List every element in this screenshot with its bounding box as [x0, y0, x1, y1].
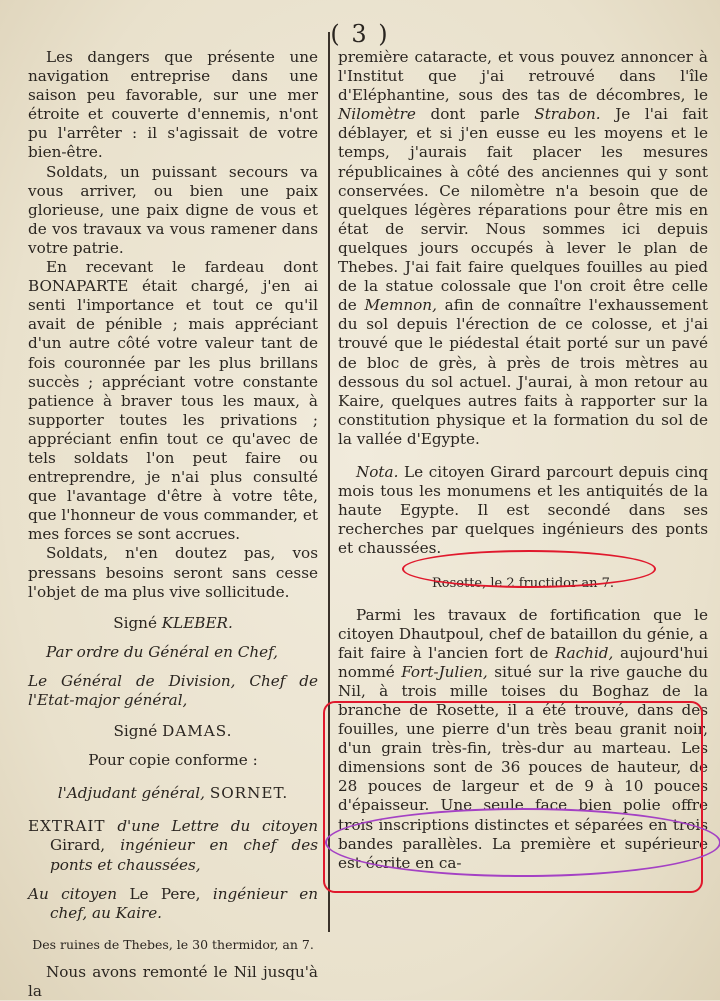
text-segment: Parmi les travaux de fortification que le citoyen Dhautpoul, chef de bataillon du génie, a fait faire à l'ancien fort de — [338, 605, 708, 662]
extract-title: ingénieur en chef des ponts et chaussées, — [50, 836, 318, 874]
dateline: Des ruines de Thebes, le 30 thermidor, an 7. — [32, 936, 314, 952]
right-column — [338, 48, 708, 873]
text-segment: première cataracte, et vous pouvez annoncer à l'Institut que j'ai retrouvé dans l'île d'Eléphantine, sous des tas de décombres, le — [338, 48, 708, 105]
text-segment: situé sur la rive gauche du Nil, à trois mille toises du Boghaz de la branche de Rosette, il a été trouvé, dans des fouilles, une pierre d'un très beau granit noir, d'un grain très-fin, très-dur au marteau. Les dimensions sont de 36 pouces de hauteur, de 28 pouces de largeur et de 9 à 10 pouces d'épaisseur. Une seule face bien polie offre trois inscriptions distinctes et séparées en trois bandes parallèles. La première et supérieure est écrite en ca- — [338, 662, 709, 872]
extract-name: Girard, — [50, 836, 106, 855]
division-line: Le Général de Division, Chef de l'Etat-major général, — [28, 671, 318, 709]
paragraph-fardeau: En recevant le fardeau dont BONAPARTE était chargé, j'en ai senti l'importance et tout ce qu'il avait de pénible ; mais appréciant d'un autre côté votre valeur tant de fois couronnée par les plus brillans succès ; appréciant votre constante patience à braver tous les maux, à supporter toutes les privations ; appréciant enfin tout ce qu'avec de tels soldats l'on peut faire ou entreprendre, je n'ai plus consulté que l'avantage d'être à votre tête, que l'honneur de vous commander, et mes forces se sont accrues. — [28, 258, 318, 544]
term-fort-julien: Fort-Julien, — [401, 662, 488, 681]
adjudant-line — [28, 784, 318, 803]
paragraph-dangers: Les dangers que présente une navigation entreprise dans une saison peu favorable, sur une mer étroite et couverte d'ennemis, n'ont pu l'arrêter : il s'agissait de votre bien-être. — [28, 48, 318, 162]
paragraph-doutez: Soldats, n'en doutez pas, vos pressans besoins seront sans cesse l'objet de ma plus vive sollicitude. — [28, 544, 318, 601]
term-strabon: Strabon. — [534, 105, 601, 124]
extract-text: d'une Lettre du citoyen — [117, 817, 318, 836]
column-divider — [328, 32, 330, 932]
adjudant-name: SORNET. — [209, 784, 289, 803]
signature-kleber — [28, 614, 318, 633]
text-segment: aujourd'hui nommé — [338, 643, 709, 681]
copy-line: Pour copie conforme : — [88, 751, 258, 770]
sig-prefix: Signé — [113, 722, 158, 741]
sig-name: KLEBER. — [161, 613, 233, 632]
recipient-heading — [28, 885, 318, 923]
signature-damas — [28, 722, 318, 741]
nota-paragraph — [338, 463, 708, 558]
left-column — [28, 48, 318, 1001]
recipient-label: Au citoyen — [28, 884, 118, 903]
text-segment: Je l'ai fait déblayer, et si j'en eusse eu les moyens et le temps, j'aurais fait placer les mesures républicaines à côté des anciennes qui y sont conservées. Ce nilomètre n'a besoin que de quelques légères réparations pour être mis en état de servir. Nous sommes ici depuis quelques jours occupés à lever le plan de Thebes. J'ai fait faire quelques fouilles au pied de la statue colossale que l'on croit être celle de — [338, 105, 709, 315]
paragraph-rosette-stone — [338, 606, 708, 873]
sig-prefix: Signé — [113, 613, 157, 632]
extract-label: EXTRAIT — [28, 817, 106, 836]
recipient-title: ingénieur en chef, au Kaire. — [50, 884, 318, 922]
letter-first-line: Nous avons remonté le Nil jusqu'à la — [28, 962, 318, 1000]
paragraph-soldats: Soldats, un puissant secours va vous arriver, ou bien une paix glorieuse, une paix digne de vous et de vos travaux va vous ramener dans votre patrie. — [28, 162, 318, 257]
page-number: ( 3 ) — [330, 20, 390, 48]
order-line: Par ordre du Général en Chef, — [46, 642, 278, 661]
sig-name: DAMAS. — [162, 722, 233, 741]
recipient-name: Le Pere, — [129, 884, 201, 903]
text-segment: dont parle — [430, 105, 520, 124]
term-memnon: Memnon, — [364, 296, 437, 315]
nota-text: Le citoyen Girard parcourt depuis cinq mois tous les monumens et les antiquités de la haute Egypte. Il est secondé dans ses recherches par quelques ingénieurs des ponts et chaussées. — [338, 462, 708, 558]
nota-label: Nota. — [356, 462, 399, 481]
extract-heading — [28, 817, 318, 874]
place-date-heading: Rosette, le 2 fructidor an 7. — [432, 576, 614, 592]
text-segment: afin de connaître l'exhaussement du sol depuis l'érection de ce colosse, et j'ai trouvé que le piédestal était porté sur un pavé de bloc de grès, à près de trois mètres au dessous du sol actuel. J'aurai, à mon retour au Kaire, quelques autres faits à rapporter sur la constitution physique et la formation du sol de la vallée d'Egypte. — [338, 296, 708, 448]
term-rachid: Rachid, — [554, 643, 614, 662]
paragraph-cataracte — [338, 48, 708, 449]
adjudant-title: l'Adjudant général, — [57, 784, 205, 803]
term-nilometre: Nilomètre — [338, 105, 416, 124]
